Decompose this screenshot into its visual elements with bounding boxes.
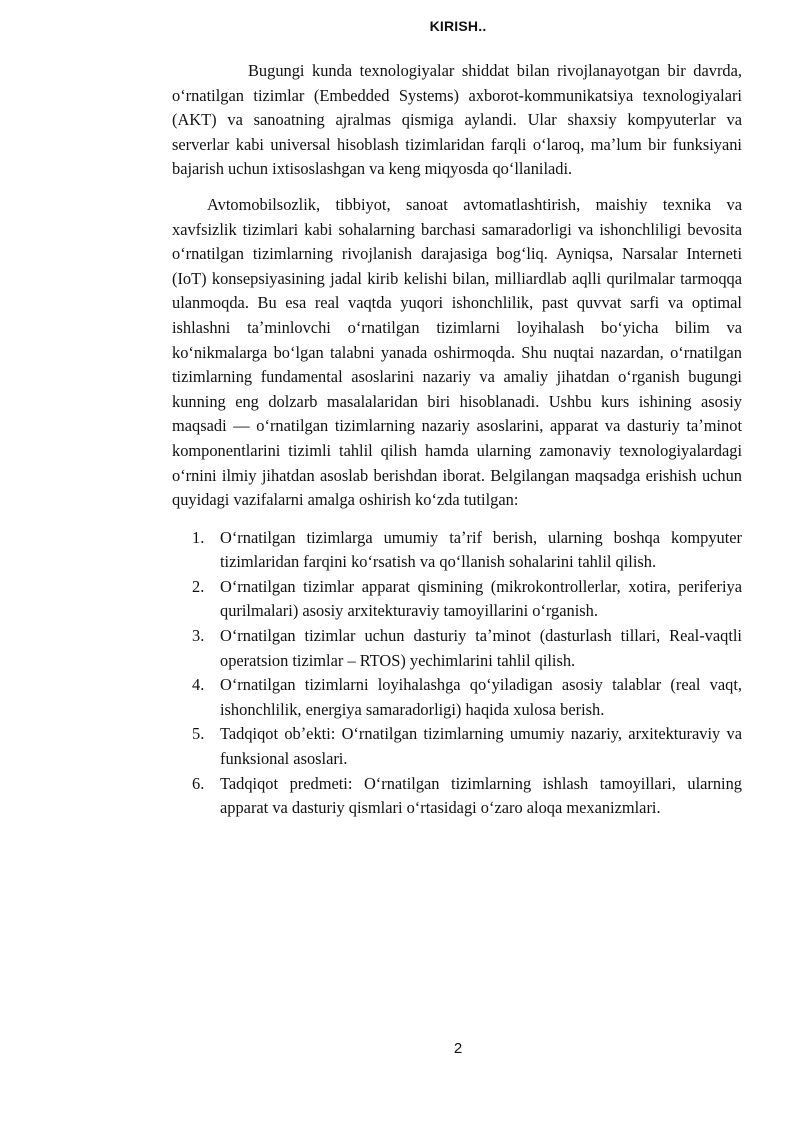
- intro-paragraph: Bugungi kunda texnologiyalar shiddat bilan rivojlanayotgan bir davrda, oʻrnatilgan tizimlar (Embedded Systems) axborot-kommunikatsiya texnologiyalari (AKT) va sanoatning ajralmas qismiga aylandi. Ular shaxsiy kompyuterlar va serverlar kabi universal hisoblash tizimlaridan farqli oʻlaroq, maʼlum bir funksiyani bajarish uchun ixtisoslashgan va keng miqyosda qoʻllaniladi.: [172, 61, 742, 179]
- list-item: [172, 772, 742, 821]
- list-item: [172, 575, 742, 624]
- list-item-text: Oʻrnatilgan tizimlarni loyihalashga qoʻyiladigan asosiy talablar (real vaqt, ishonchlilik, energiya samaradorligi) haqida xulosa berish.: [220, 675, 742, 719]
- list-item-text: Tadqiqot obʼekti: Oʻrnatilgan tizimlarning umumiy nazariy, arxitekturaviy va funksional asoslari.: [220, 724, 742, 769]
- page-number: 2: [453, 1040, 463, 1057]
- list-item: [172, 722, 742, 771]
- list-item: [172, 624, 742, 673]
- list-item: [172, 526, 742, 575]
- list-item-text: Oʻrnatilgan tizimlar uchun dasturiy taʼminot (dasturlash tillari, Real-vaqtli operatsion tizimlar – RTOS) yechimlarini tahlil qilish.: [220, 626, 742, 670]
- list-item-text: Oʻrnatilgan tizimlar apparat qismining (mikrokontrollerlar, xotira, periferiya qurilmalari) asosiy arxitekturaviy tamoyillarini oʻrganish.: [220, 576, 742, 621]
- task-list: [172, 526, 742, 821]
- list-item-number: 3.: [192, 626, 205, 646]
- list-item-text: Oʻrnatilgan tizimlarga umumiy taʼrif berish, ularning boshqa kompyuter tizimlaridan farqini koʻrsatish va qoʻllanish sohalarini tahlil qilish.: [220, 527, 742, 572]
- page-title: KIRISH..: [429, 18, 487, 34]
- context-paragraph: Avtomobilsozlik, tibbiyot, sanoat avtomatlashtirish, maishiy texnika va xavfsizlik tizimlari kabi sohalarning barchasi samaradorligi va ishonchliligi bevosita oʻrnatilgan tizimlarning rivojlanish darajasiga bogʻliq. Ayniqsa, Narsalar Interneti (IoT) konsepsiyasining jadal kirib kelishi bilan, milliardlab aqlli qurilmalar tarmoqqa ulanmoqda. Bu esa real vaqtda yuqori ishonchlilik, past quvvat sarfi va optimal ishlashni taʼminlovchi oʻrnatilgan tizimlarni loyihalash boʻyicha bilim va koʻnikmalarga boʻlgan talabni yanada oshirmoqda. Shu nuqtai nazardan, oʻrnatilgan tizimlarning fundamental asoslarini nazariy va amaliy jihatdan oʻrganish bugungi kunning eng dolzarb masalalaridan biri hisoblanadi. Ushbu kurs ishining asosiy maqsadi — oʻrnatilgan tizimlarning nazariy asoslarini, apparat va dasturiy taʼminot komponentlarini tizimli tahlil qilish hamda ularning zamonaviy texnologiyalardagi oʻrnini ilmiy jihatdan asoslab berishdan iborat. Belgilangan maqsadga erishish uchun quyidagi vazifalarni amalga oshirish koʻzda tutilgan:: [172, 194, 742, 510]
- list-item-number: 4.: [192, 675, 205, 695]
- list-item-text: Tadqiqot predmeti: Oʻrnatilgan tizimlarning ishlash tamoyillari, ularning apparat va dasturiy qismlari oʻrtasidagi oʻzaro aloqa mexanizmlari.: [220, 773, 742, 818]
- list-item-number: 5.: [192, 724, 205, 744]
- list-item-number: 1.: [192, 527, 205, 547]
- list-item-number: 2.: [192, 576, 205, 596]
- list-item: [172, 673, 742, 722]
- list-item-number: 6.: [192, 773, 205, 793]
- document-body: [172, 59, 742, 821]
